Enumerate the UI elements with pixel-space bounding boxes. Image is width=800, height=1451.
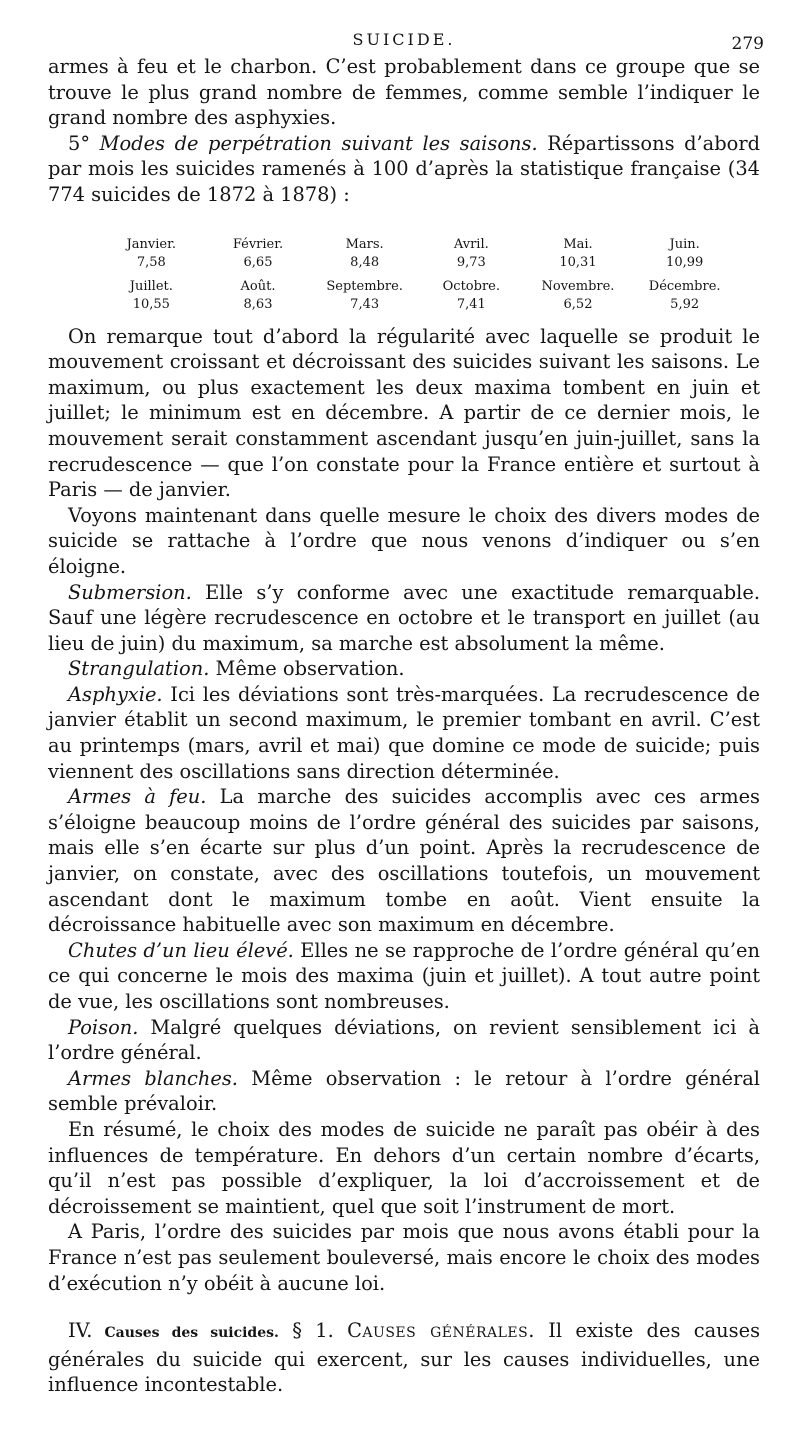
month-label: Mai. [563,236,593,252]
monthly-table [98,236,738,314]
month-value: 6,52 [563,296,593,312]
month-label: Janvier. [126,236,177,252]
table-cell [205,236,312,272]
paragraph-text: Elle s’y conforme avec une exactitude remarquable. Sauf une légère recrudescence en octobre et le transport en juillet (au lieu de juin) du maximum, sa marche est absolument la même. [48,580,760,655]
paragraph-asphyxie [48,682,760,784]
page-number: 279 [731,34,764,54]
book-page [48,26,764,1398]
month-value: 7,41 [456,296,486,312]
paragraph-poison [48,1015,760,1066]
table-row [98,278,738,314]
mode-title: Submersion. [68,580,192,604]
table-cell [631,278,738,314]
mode-title: Poison. [68,1015,139,1039]
month-value: 10,55 [132,296,170,312]
table-cell [205,278,312,314]
paragraph-mark: § 1. [278,1319,348,1343]
month-value: 7,43 [350,296,380,312]
table-cell [418,278,525,314]
table-cell [98,278,205,314]
paragraph-text: Même observation : le retour à l’ordre général semble prévaloir. [48,1066,761,1116]
month-value: 9,73 [456,254,486,270]
month-value: 8,63 [243,296,273,312]
table-row [98,236,738,272]
section-title: Modes de perpétration suivant les saisons. [99,131,538,155]
subsection-heading: Causes générales. [347,1319,535,1343]
paragraph-regularity: On remarque tout d’abord la régularité avec laquelle se produit le mouvement croissant et décroissant des suicides suivant les saisons. Le maximum, ou plus exactement les deux maxima tombent en juin et juillet; le minimum est en décembre. A partir de ce dernier mois, le mouvement serait constamment ascendant jusqu’en juin-juillet, sans la recrudescence — que l’on constate pour la France entière et surtout à Paris — de janvier. [48,324,760,502]
running-title: SUICIDE. [352,30,456,49]
section-label: Causes des suicides. [92,1325,279,1342]
month-value: 8,48 [350,254,380,270]
paragraph-seasons [48,131,760,208]
paragraph-chutes [48,938,760,1015]
month-label: Septembre. [326,278,403,294]
table-cell [98,236,205,272]
month-label: Avril. [453,236,489,252]
mode-title: Strangulation. [68,657,210,681]
paragraph-text: Elles ne se rapproche de l’ordre général qu’en ce qui concerne le mois des maxima (juin et juillet). A tout autre point de vue, les oscillations sont nombreuses. [48,938,760,1013]
month-label: Juillet. [129,278,173,294]
paragraph-text: Ici les déviations sont très-marquées. La recrudescence de janvier établit un second maximum, le premier tombant en avril. C’est au printemps (mars, avril et mai) que domine ce mode de suicide; puis viennent des oscillations sans direction déterminée. [48,682,760,783]
table-cell [311,278,418,314]
month-label: Août. [240,278,276,294]
table-cell [525,278,632,314]
month-label: Février. [232,236,284,252]
paragraph-paris: A Paris, l’ordre des suicides par mois que nous avons établi pour la France n’est pas seulement bouleversé, mais encore le choix des modes d’exécution n’y obéit à aucune loi. [48,1220,760,1295]
paragraph-choice: Voyons maintenant dans quelle mesure le choix des divers modes de suicide se rattache à l’ordre que nous venons d’indiquer ou s’en éloigne. [48,503,760,578]
paragraph-text: Même observation. [209,657,405,681]
table-cell [525,236,632,272]
mode-title: Asphyxie. [68,682,163,706]
paragraph-strangulation [48,656,760,682]
table-cell [418,236,525,272]
month-value: 10,31 [559,254,597,270]
month-label: Octobre. [442,278,500,294]
month-value: 7,58 [136,254,166,270]
month-label: Juin. [669,236,700,252]
month-label: Novembre. [541,278,615,294]
paragraph-text: Il existe des causes générales du suicide qui exercent, sur les causes individuelles, une influence incontestable. [48,1319,761,1397]
paragraph-submersion [48,580,760,657]
mode-title: Chutes d’un lieu élevé. [68,938,294,962]
paragraph-text: La marche des suicides accomplis avec ces armes s’éloigne beaucoup moins de l’ordre général des suicides par saisons, mais elle s’en écarte sur plus d’un point. Après la recrudescence de janvier, on constate, avec des oscillations toutefois, un mouvement ascendant dont le maximum tombe en août. Vient ensuite la décroissance habituelle avec son maximum en décembre. [48,785,761,937]
paragraph-causes [48,1318,760,1398]
page-header [48,26,764,54]
paragraph-armes-a-feu [48,784,760,938]
table-cell [631,236,738,272]
paragraph-resume: En résumé, le choix des modes de suicide ne paraît pas obéir à des influences de température. En dehors d’un certain nombre d’écarts, qu’il n’est pas possible d’expliquer, la loi d’accroissement et de décroissement se maintient, quel que soit l’instrument de mort. [48,1117,760,1218]
month-value: 6,65 [243,254,273,270]
section-number: 5° [68,131,100,155]
paragraph-text: Malgré quelques déviations, on revient sensiblement ici à l’ordre général. [48,1015,760,1065]
mode-title: Armes à feu. [68,785,207,809]
month-label: Mars. [345,236,384,252]
month-label: Décembre. [648,278,721,294]
paragraph-armes-blanches [48,1066,760,1117]
paragraph-continuation: armes à feu et le charbon. C’est probablement dans ce groupe que se trouve le plus grand nombre de femmes, comme semble l’indiquer le grand nombre des asphyxies. [48,55,760,130]
table-cell [311,236,418,272]
section-gap [48,1296,760,1318]
month-value: 10,99 [666,254,704,270]
month-value: 5,92 [670,296,700,312]
section-number: IV. [68,1319,93,1343]
mode-title: Armes blanches. [68,1066,238,1090]
paragraph-text: Répartissons d’abord par mois les suicides ramenés à 100 d’après la statistique française (34 774 suicides de 1872 à 1878) : [48,131,761,206]
